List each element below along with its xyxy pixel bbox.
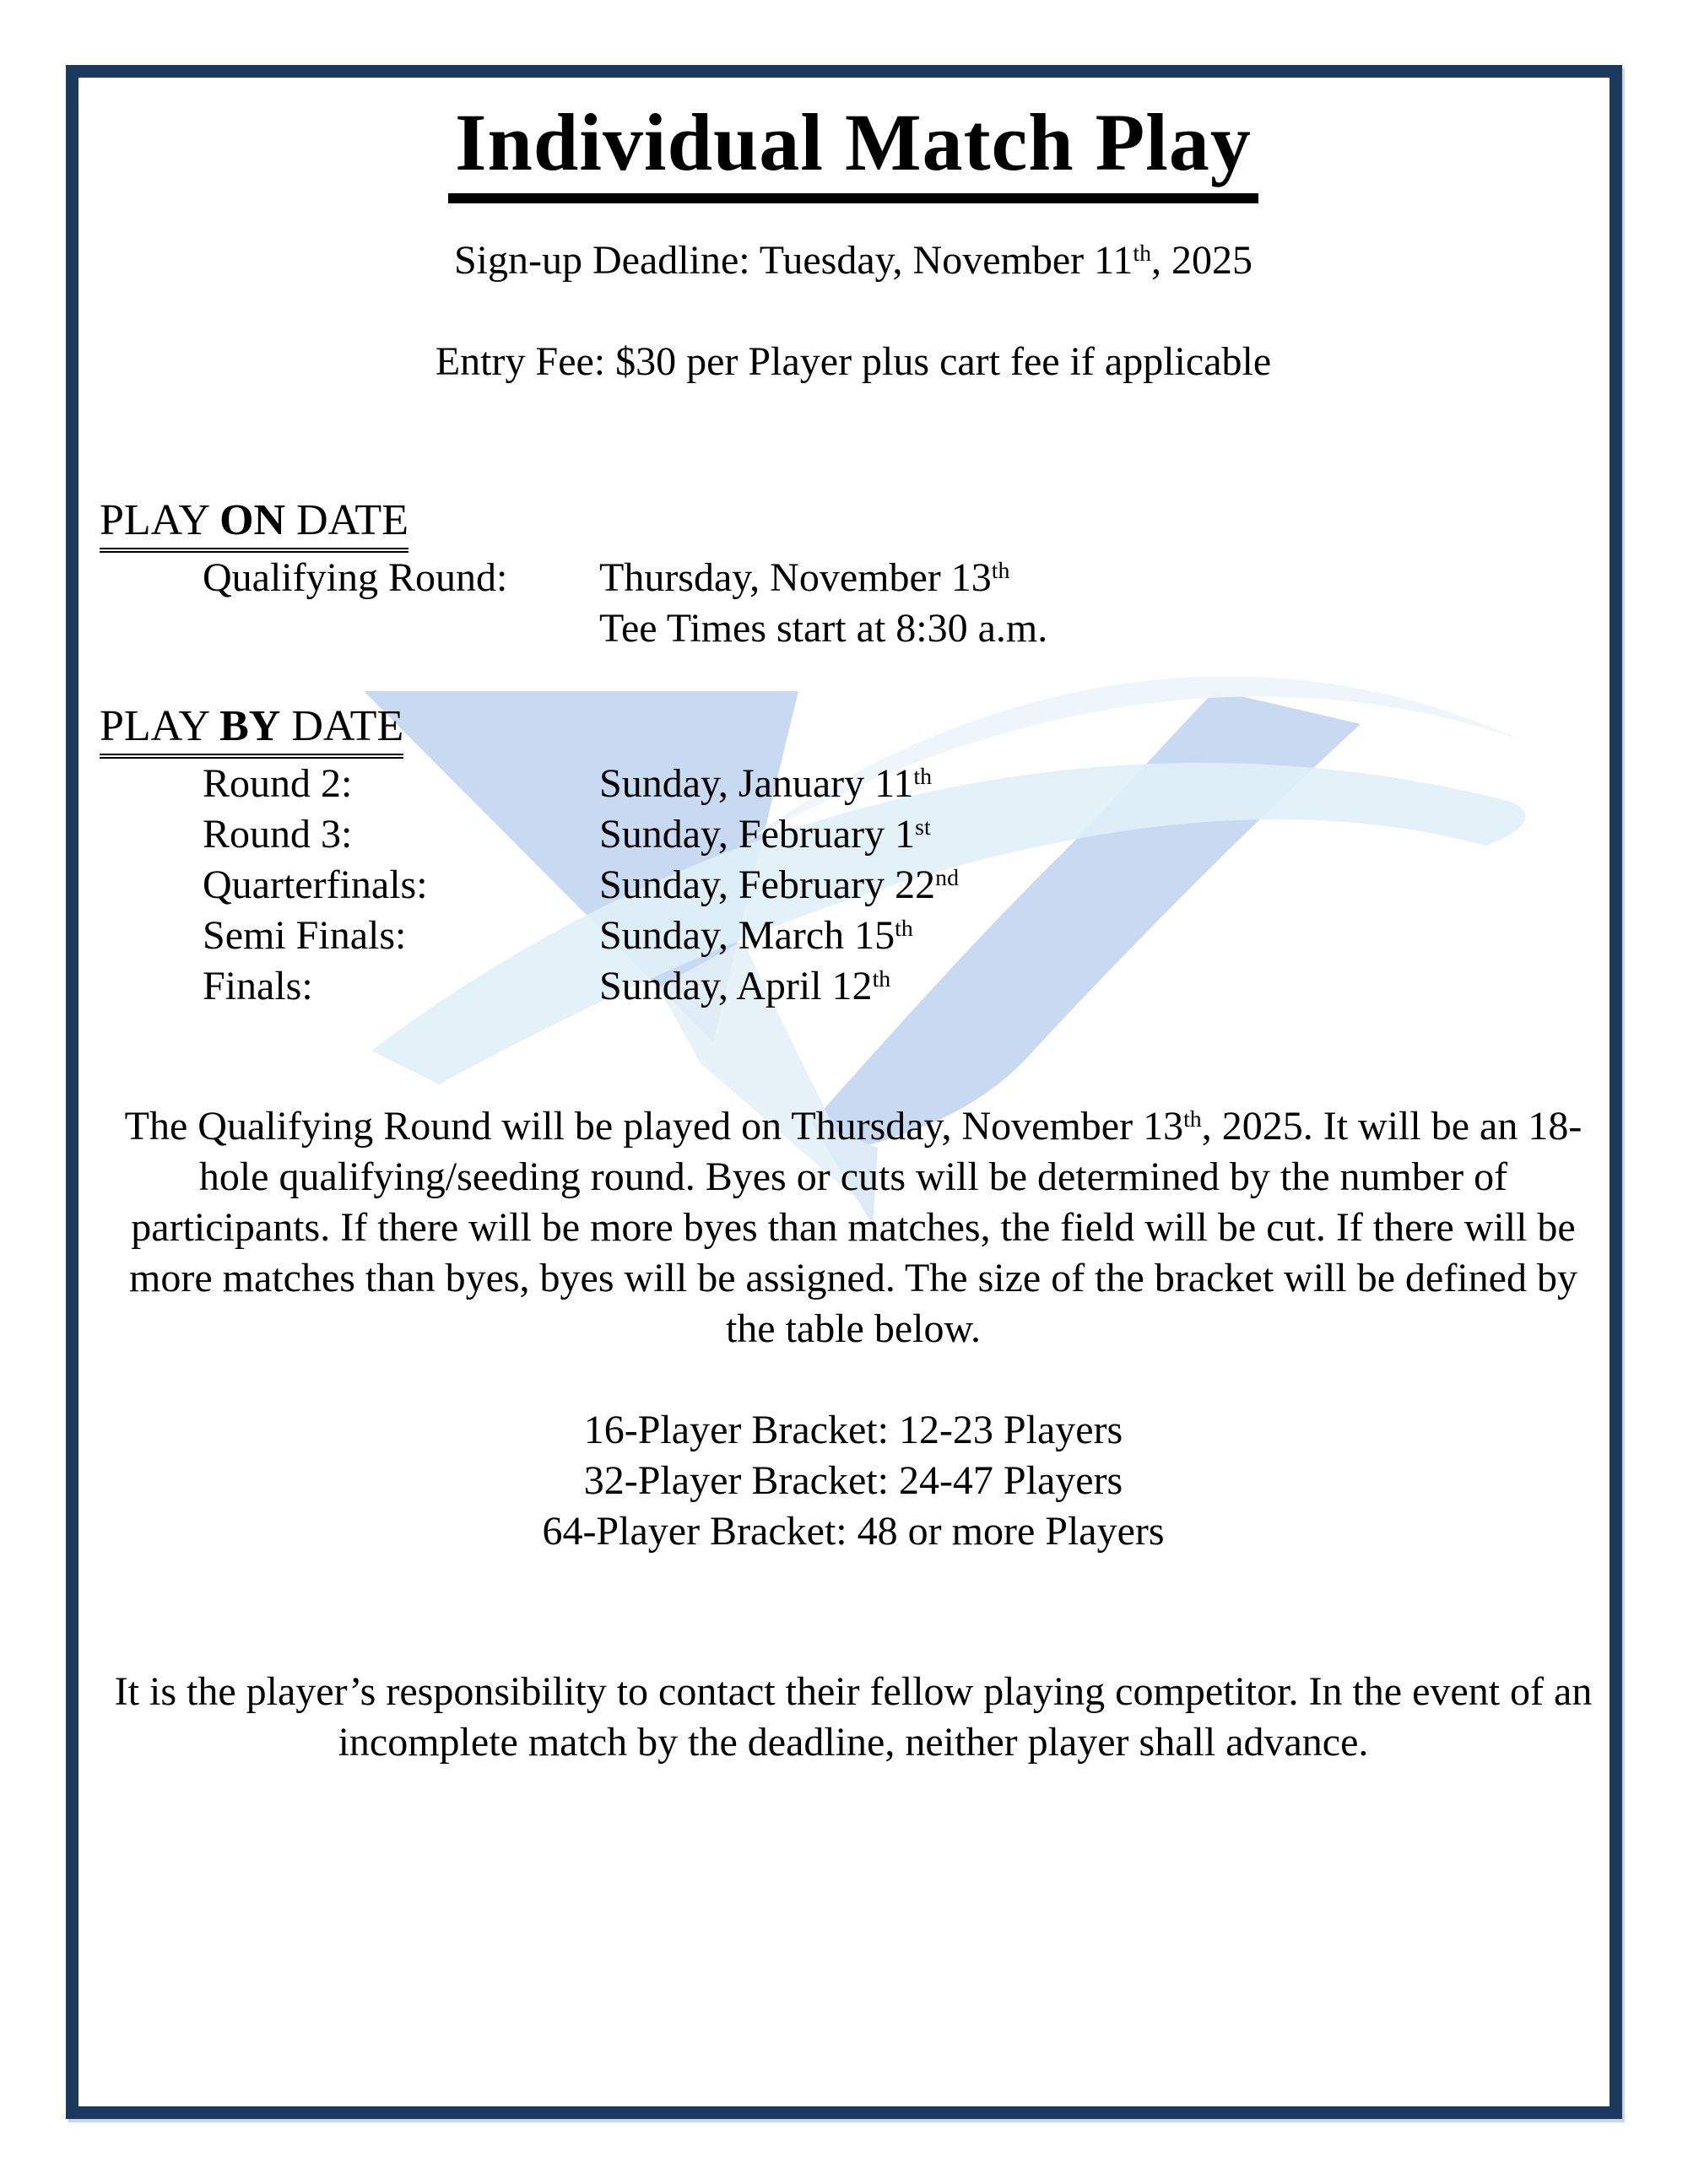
quarterfinals-row [203,860,1607,911]
finals-row [203,961,1607,1012]
schedule-row-date [599,911,913,961]
page-title-text: Individual Match Play [448,100,1258,203]
schedule-date-text: Sunday, April 12 [599,964,873,1008]
round-3-row [203,809,1607,860]
bracket-size-line-32: 32-Player Bracket: 24-47 Players [583,1458,1123,1503]
signup-ordinal-superscript: th [1133,240,1151,267]
date-ordinal-superscript: th [913,763,933,790]
schedule-row-label: Semi Finals: [203,913,407,958]
schedule-row-label: Round 3: [203,812,353,857]
heading-word-bold: BY [219,702,281,750]
bracket-size-line-16: 16-Player Bracket: 12-23 Players [583,1408,1123,1452]
schedule-row-date [599,961,890,1012]
schedule-date-text: Sunday, February 22 [599,862,936,907]
document-content [100,78,1607,1768]
schedule-date-text: Sunday, January 11 [599,761,914,806]
semi-finals-row [203,911,1607,961]
paragraph-text: , 2025. It will be an 18-hole qualifying/seeding round. Byes or cuts will be determined by the number of participants. If there will be more byes than matches, the field will be cut. If there will be more matches than byes, byes will be assigned. The size of the bracket will be defined by the table below. [129,1104,1582,1351]
responsibility-paragraph: It is the player’s responsibility to contact their fellow playing competitor. In the event of an incomplete match by the deadline, neither player shall advance. [114,1669,1593,1765]
signup-deadline-line [100,235,1607,286]
heading-word: DATE [280,702,404,750]
heading-word: PLAY [100,702,220,750]
bracket-size-line-64: 64-Player Bracket: 48 or more Players [542,1509,1165,1554]
schedule-date-text: Sunday, February 1 [599,812,916,857]
play-on-date-heading-text [100,495,408,553]
tee-times-row [203,603,1607,654]
schedule-row-label: Quarterfinals: [203,862,428,907]
schedule-row-date [599,553,1009,603]
date-ordinal-superscript: th [991,557,1010,584]
schedule-row-date [599,759,932,809]
schedule-date-text: Sunday, March 15 [599,913,895,958]
date-ordinal-superscript: nd [935,864,959,891]
date-ordinal-superscript: th [895,915,913,942]
entry-fee-line: Entry Fee: $30 per Player plus cart fee if applicable [435,339,1272,384]
schedule-date-text: Thursday, November 13 [599,555,992,600]
schedule-row-date [599,860,959,911]
play-by-date-heading [100,701,1607,759]
date-ordinal-superscript: st [915,814,931,841]
bracket-size-table [100,1405,1607,1557]
qualifying-round-paragraph [100,1101,1607,1354]
heading-word-bold: ON [219,496,286,544]
page-border-frame [66,65,1622,2119]
date-ordinal-superscript: th [1183,1106,1202,1133]
round-2-row [203,759,1607,809]
play-by-date-heading-text [100,701,403,759]
schedule-row-label: Finals: [203,964,313,1008]
heading-word: PLAY [100,496,220,544]
schedule-row-label: Round 2: [203,761,353,806]
schedule-row-label: Qualifying Round: [203,555,508,600]
page-title [100,97,1607,203]
heading-word: DATE [285,496,408,544]
tee-times-note: Tee Times start at 8:30 a.m. [599,606,1048,651]
schedule-row-date [599,809,931,860]
qualifying-round-row [203,553,1607,603]
signup-deadline-text: Sign-up Deadline: Tuesday, November 11 [453,238,1133,283]
signup-year-text: , 2025 [1151,238,1252,283]
play-on-date-heading [100,495,1607,553]
paragraph-text: The Qualifying Round will be played on Thursday, November 13 [124,1104,1184,1149]
date-ordinal-superscript: th [872,965,891,992]
